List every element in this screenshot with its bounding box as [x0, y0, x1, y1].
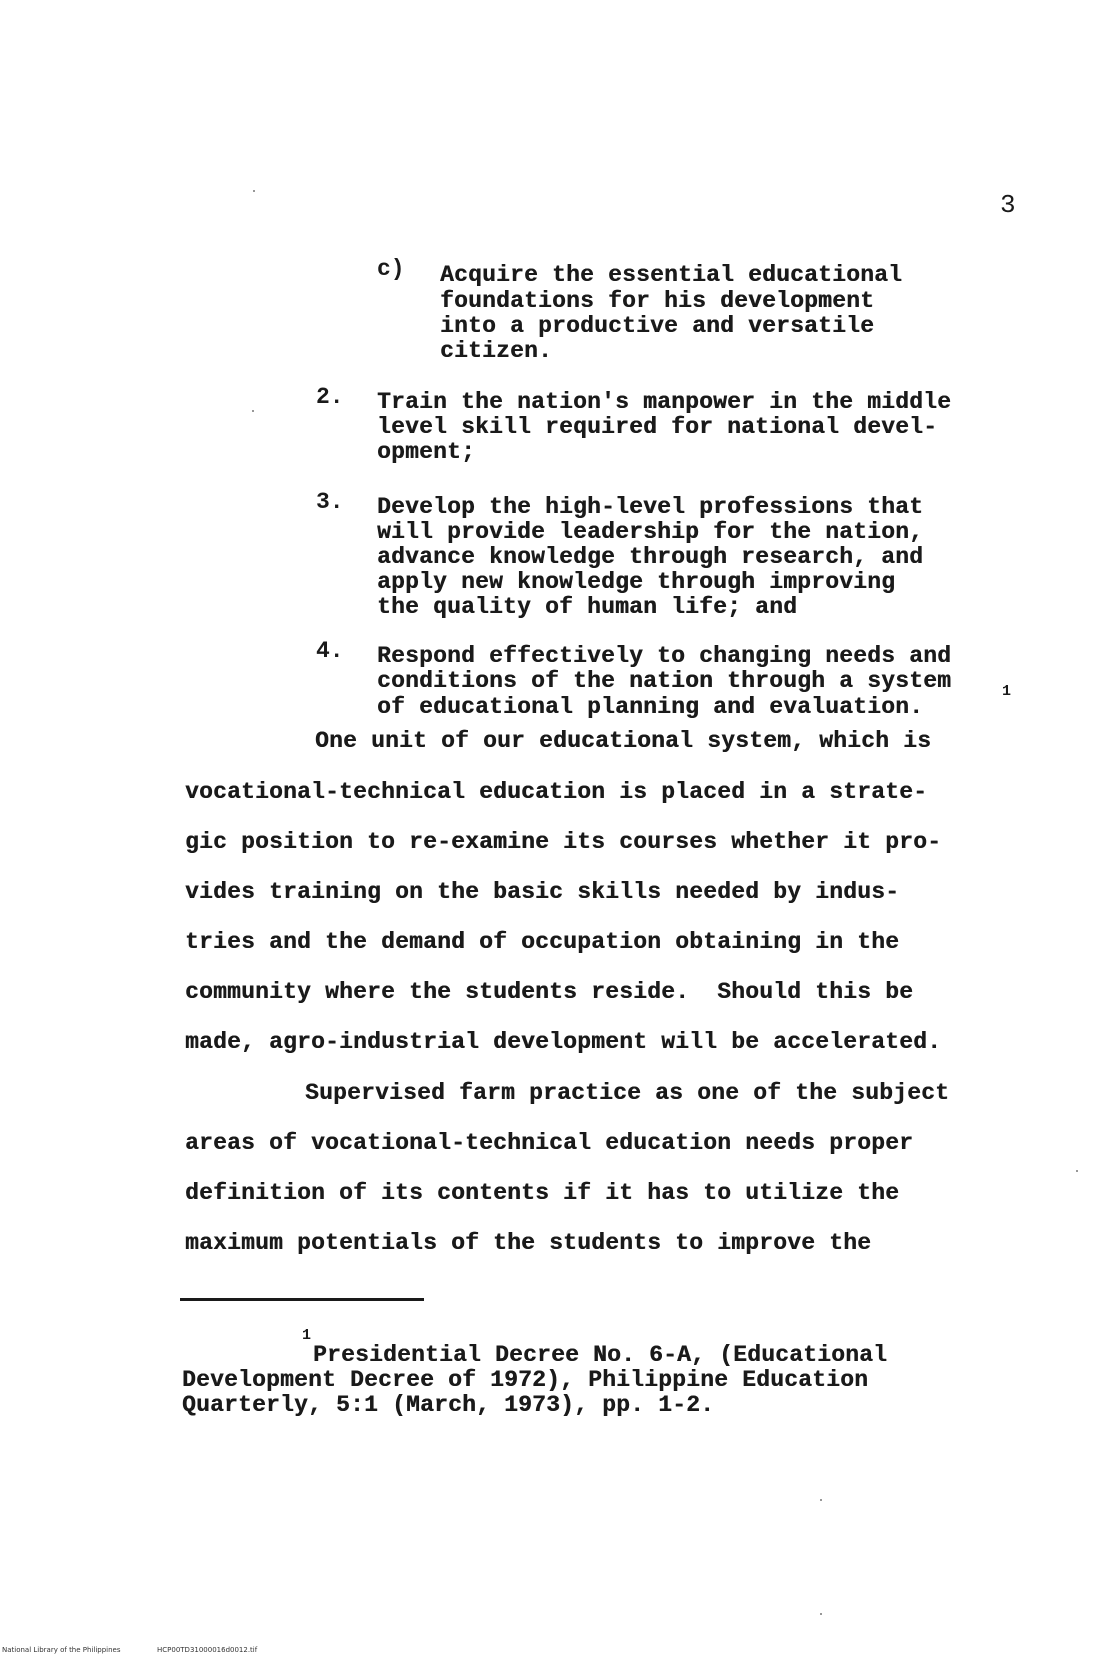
footnote-reference: 1 [1002, 683, 1012, 700]
scan-speck [820, 1613, 822, 1615]
paragraph-line: Supervised farm practice as one of the subject [305, 1080, 950, 1106]
footnote-line: Presidential Decree No. 6-A, (Educational [313, 1342, 888, 1368]
paragraph-line: areas of vocational-technical education needs proper [185, 1130, 914, 1156]
list-item-2-line: opment; [377, 439, 476, 465]
list-item-3-line: Develop the high-level professions that [377, 494, 924, 520]
list-item-3-line: apply new knowledge through improving [377, 569, 896, 595]
list-item-c-line: foundations for his development [440, 288, 875, 314]
paragraph-line: made, agro-industrial development will be accelerated. [185, 1029, 942, 1055]
list-item-4-line: of educational planning and evaluation. [377, 694, 924, 720]
list-item-2-label: 2. [316, 384, 344, 410]
list-item-2-line: level skill required for national devel- [377, 414, 938, 440]
paragraph-line: vides training on the basic skills needed by indus- [185, 879, 900, 905]
list-item-c-line: citizen. [440, 338, 553, 364]
list-item-c-label: c) [377, 256, 405, 282]
archive-label-filename: HCP00TD31000016d0012.tif [157, 1646, 258, 1654]
scan-speck [820, 1499, 822, 1501]
paragraph-line: One unit of our educational system, which is [315, 728, 932, 754]
footnote-mark: 1 [302, 1327, 312, 1344]
paragraph-line: gic position to re-examine its courses whether it pro- [185, 829, 942, 855]
list-item-3-line: the quality of human life; and [377, 594, 798, 620]
list-item-4-label: 4. [316, 638, 344, 664]
scan-speck [252, 410, 254, 412]
paragraph-line: community where the students reside. Should this be [185, 979, 914, 1005]
paragraph-line: definition of its contents if it has to utilize the [185, 1180, 900, 1206]
list-item-c-line: Acquire the essential educational [440, 262, 903, 288]
paragraph-line: tries and the demand of occupation obtaining in the [185, 929, 900, 955]
footnote-line: Quarterly, 5:1 (March, 1973), pp. 1-2. [182, 1392, 715, 1418]
list-item-3-line: will provide leadership for the nation, [377, 519, 924, 545]
list-item-3-label: 3. [316, 489, 344, 515]
footnote-line: Development Decree of 1972), Philippine Education [182, 1367, 869, 1393]
scan-speck [253, 190, 255, 192]
list-item-3-line: advance knowledge through research, and [377, 544, 924, 570]
paragraph-line: maximum potentials of the students to improve the [185, 1230, 872, 1256]
list-item-4-line: Respond effectively to changing needs and [377, 643, 952, 669]
list-item-4-line: conditions of the nation through a system [377, 668, 952, 694]
archive-label-left: National Library of the Philippines [2, 1646, 121, 1654]
list-item-2-line: Train the nation's manpower in the middle [377, 389, 952, 415]
paragraph-line: vocational-technical education is placed in a strate- [185, 779, 928, 805]
scan-speck [1076, 1170, 1078, 1172]
list-item-c-line: into a productive and versatile [440, 313, 875, 339]
page-number: 3 [1000, 190, 1016, 220]
footnote-separator [180, 1298, 424, 1301]
